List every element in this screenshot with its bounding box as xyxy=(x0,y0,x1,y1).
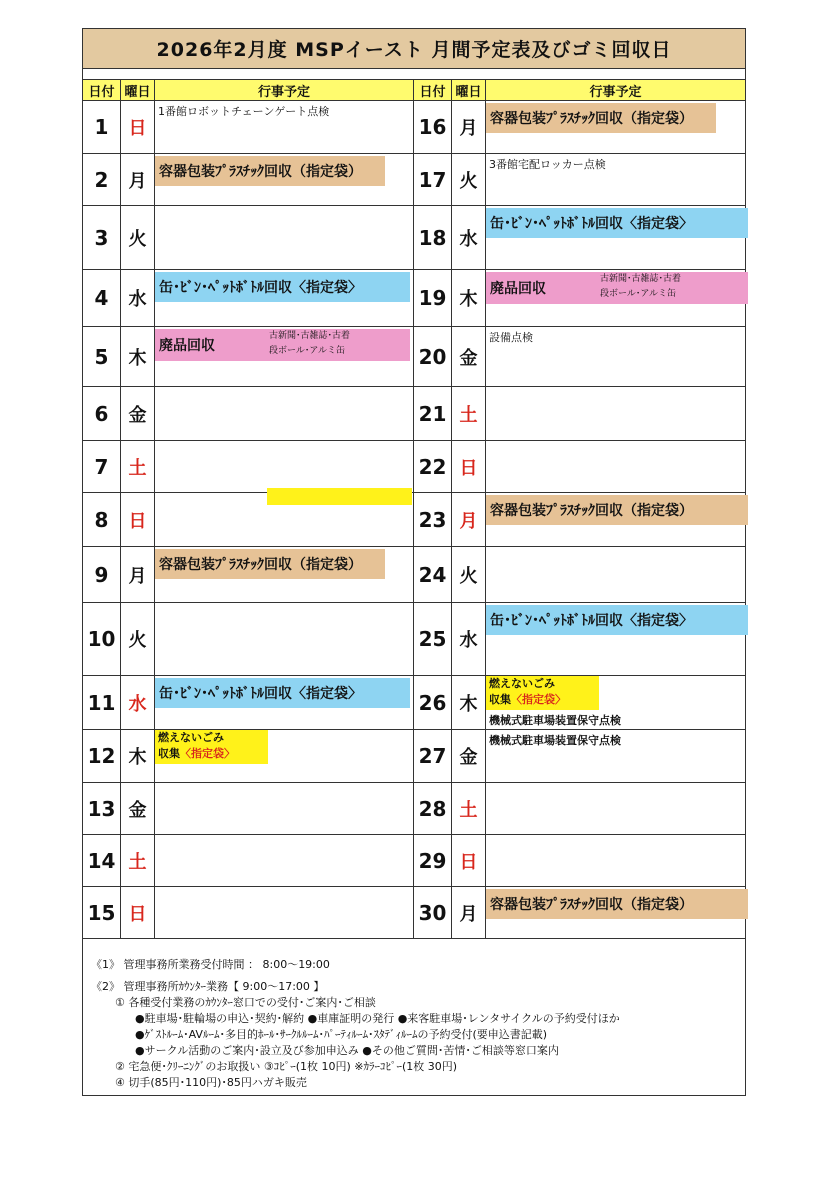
header-dow: 曜日 xyxy=(121,80,155,100)
day-number: 4 xyxy=(83,270,121,326)
day-of-week: 金 xyxy=(452,327,486,386)
event-plastic: 容器包装ﾌﾟﾗｽﾁｯｸ回収（指定袋） xyxy=(486,495,748,525)
day-row xyxy=(83,547,414,603)
day-number: 20 xyxy=(414,327,452,386)
day-of-week: 水 xyxy=(452,603,486,675)
event-cell xyxy=(486,730,745,782)
event-cell xyxy=(155,547,414,602)
day-number: 27 xyxy=(414,730,452,782)
day-number: 17 xyxy=(414,154,452,205)
nonburn-label: 燃えないごみ xyxy=(158,731,224,744)
left-table xyxy=(83,79,414,939)
event-text: 設備点検 xyxy=(489,331,533,344)
event-cell xyxy=(486,206,745,269)
day-of-week: 土 xyxy=(121,441,155,492)
event-cell xyxy=(486,603,745,675)
event-cans: 缶･ﾋﾞﾝ･ﾍﾟｯﾄﾎﾞﾄﾙ回収〈指定袋〉 xyxy=(486,605,748,635)
event-text: 3番館宅配ロッカー点検 xyxy=(489,158,606,171)
day-number: 21 xyxy=(414,387,452,440)
event-cell xyxy=(155,101,414,153)
nonburn-collection: 収集〈指定袋〉 xyxy=(158,747,235,760)
note-item-4: ④ 切手(85円･110円)･85円ハガキ販売 xyxy=(115,1076,307,1089)
header-dow: 曜日 xyxy=(452,80,486,100)
day-number: 16 xyxy=(414,101,452,153)
page-title: 2026年2月度 MSPイースト 月間予定表及びゴミ回収日 xyxy=(83,29,745,69)
event-cell xyxy=(486,676,745,729)
event-plastic: 容器包装ﾌﾟﾗｽﾁｯｸ回収（指定袋） xyxy=(486,103,716,133)
table-header xyxy=(414,79,745,101)
day-row xyxy=(83,206,414,270)
waste-detail-1: 古新聞･古雑誌･古着 xyxy=(269,331,351,341)
event-cell xyxy=(155,493,414,546)
waste-detail-2: 段ボール･アルミ缶 xyxy=(269,346,345,356)
day-of-week: 日 xyxy=(121,493,155,546)
day-number: 3 xyxy=(83,206,121,269)
event-cell xyxy=(486,835,745,886)
day-number: 26 xyxy=(414,676,452,729)
day-row xyxy=(83,835,414,887)
event-cans: 缶･ﾋﾞﾝ･ﾍﾟｯﾄﾎﾞﾄﾙ回収〈指定袋〉 xyxy=(155,272,410,302)
day-row xyxy=(83,327,414,387)
day-number: 6 xyxy=(83,387,121,440)
day-row xyxy=(414,493,745,547)
day-of-week: 日 xyxy=(452,441,486,492)
note-counter: 《2》 管理事務所ｶｳﾝﾀｰ業務【 9:00～17:00 】 xyxy=(91,980,325,993)
day-row xyxy=(83,387,414,441)
day-row xyxy=(414,101,745,154)
day-row xyxy=(83,603,414,676)
day-row xyxy=(83,101,414,154)
waste-detail-1: 古新聞･古雑誌･古着 xyxy=(600,274,682,284)
event-cell xyxy=(155,206,414,269)
event-waste xyxy=(486,272,748,304)
event-cell xyxy=(155,676,414,729)
note-bullet-3: ●サークル活動のご案内･設立及び参加申込み ●その他ご質問･苦情･ご相談等窓口案内 xyxy=(135,1044,559,1057)
note-bullet-1: ●駐車場･駐輪場の申込･契約･解約 ●車庫証明の発行 ●来客駐車場･レンタサイクルの予約受付ほか xyxy=(135,1012,620,1025)
header-event: 行事予定 xyxy=(589,84,642,100)
event-cell xyxy=(155,270,414,326)
day-number: 19 xyxy=(414,270,452,326)
day-of-week: 日 xyxy=(452,835,486,886)
day-number: 11 xyxy=(83,676,121,729)
day-number: 28 xyxy=(414,783,452,834)
event-cell xyxy=(155,730,414,782)
event-cell xyxy=(155,387,414,440)
event-cell xyxy=(486,154,745,205)
day-row xyxy=(83,676,414,730)
day-number: 2 xyxy=(83,154,121,205)
event-cans: 缶･ﾋﾞﾝ･ﾍﾟｯﾄﾎﾞﾄﾙ回収〈指定袋〉 xyxy=(486,208,748,238)
day-row xyxy=(83,493,414,547)
day-of-week: 火 xyxy=(121,206,155,269)
table-header xyxy=(83,79,414,101)
event-cans: 缶･ﾋﾞﾝ･ﾍﾟｯﾄﾎﾞﾄﾙ回収〈指定袋〉 xyxy=(155,678,410,708)
event-cell xyxy=(155,835,414,886)
day-of-week: 日 xyxy=(121,887,155,938)
event-plastic: 容器包装ﾌﾟﾗｽﾁｯｸ回収（指定袋） xyxy=(486,889,748,919)
nonburn-collection: 収集〈指定袋〉 xyxy=(489,693,566,706)
day-row xyxy=(414,441,745,493)
event-mech-parking: 機械式駐車場装置保守点検 xyxy=(489,734,621,747)
day-of-week: 日 xyxy=(121,101,155,153)
day-of-week: 木 xyxy=(121,730,155,782)
day-of-week: 月 xyxy=(452,887,486,938)
day-number: 23 xyxy=(414,493,452,546)
nonburn-label: 燃えないごみ xyxy=(489,677,555,690)
event-cell xyxy=(486,270,745,326)
day-row xyxy=(414,783,745,835)
day-row xyxy=(414,270,745,327)
day-number: 25 xyxy=(414,603,452,675)
day-row xyxy=(414,835,745,887)
day-of-week: 木 xyxy=(121,327,155,386)
highlight-mark xyxy=(267,488,412,505)
header-date: 日付 xyxy=(83,80,121,100)
day-of-week: 金 xyxy=(121,387,155,440)
day-number: 12 xyxy=(83,730,121,782)
day-number: 14 xyxy=(83,835,121,886)
event-cell xyxy=(486,441,745,492)
day-of-week: 木 xyxy=(452,676,486,729)
day-of-week: 金 xyxy=(452,730,486,782)
day-number: 15 xyxy=(83,887,121,938)
event-cell xyxy=(155,603,414,675)
day-row xyxy=(83,270,414,327)
event-cell xyxy=(155,441,414,492)
day-of-week: 水 xyxy=(452,206,486,269)
day-number: 29 xyxy=(414,835,452,886)
event-cell xyxy=(155,887,414,938)
event-cell xyxy=(486,387,745,440)
event-cell xyxy=(155,783,414,834)
note-hours: 《1》 管理事務所業務受付時間 ： 8:00～19:00 xyxy=(91,958,330,971)
event-nonburnable xyxy=(486,676,599,710)
day-row xyxy=(83,441,414,493)
schedule-sheet xyxy=(82,28,746,1096)
day-of-week: 火 xyxy=(121,603,155,675)
event-mech-parking: 機械式駐車場装置保守点検 xyxy=(489,714,621,727)
day-row xyxy=(83,783,414,835)
day-row xyxy=(83,154,414,206)
day-of-week: 金 xyxy=(121,783,155,834)
day-number: 9 xyxy=(83,547,121,602)
event-cell xyxy=(155,154,414,205)
day-number: 1 xyxy=(83,101,121,153)
day-of-week: 月 xyxy=(121,547,155,602)
waste-label: 廃品回収 xyxy=(490,281,546,297)
event-cell xyxy=(486,887,745,938)
waste-detail xyxy=(600,272,681,302)
day-of-week: 土 xyxy=(452,387,486,440)
day-row xyxy=(414,887,745,939)
day-of-week: 土 xyxy=(452,783,486,834)
notes xyxy=(91,957,741,1091)
day-row xyxy=(414,154,745,206)
waste-label: 廃品回収 xyxy=(159,338,215,354)
waste-detail xyxy=(269,329,350,359)
event-text: 1番館ロボットチェーンゲート点検 xyxy=(158,105,330,118)
day-row xyxy=(83,730,414,783)
day-row xyxy=(414,387,745,441)
event-waste xyxy=(155,329,410,361)
day-row xyxy=(414,327,745,387)
day-row xyxy=(414,676,745,730)
day-number: 8 xyxy=(83,493,121,546)
day-of-week: 月 xyxy=(452,101,486,153)
event-cell xyxy=(486,547,745,602)
day-row xyxy=(414,547,745,603)
day-number: 30 xyxy=(414,887,452,938)
note-item-1: ① 各種受付業務のｶｳﾝﾀｰ窓口での受付･ご案内･ご相談 xyxy=(115,996,376,1009)
day-of-week: 月 xyxy=(121,154,155,205)
waste-detail-2: 段ボール･アルミ缶 xyxy=(600,289,676,299)
day-number: 7 xyxy=(83,441,121,492)
day-of-week: 月 xyxy=(452,493,486,546)
event-plastic: 容器包装ﾌﾟﾗｽﾁｯｸ回収（指定袋） xyxy=(155,549,385,579)
note-item-2: ② 宅急便･ｸﾘｰﾆﾝｸﾞのお取扱い ③ｺﾋﾟｰ(1枚 10円) ※ｶﾗｰｺﾋﾟｰ(1枚 30円) xyxy=(115,1060,458,1073)
event-cell xyxy=(486,783,745,834)
day-number: 24 xyxy=(414,547,452,602)
day-number: 10 xyxy=(83,603,121,675)
day-of-week: 水 xyxy=(121,676,155,729)
event-cell xyxy=(486,493,745,546)
event-nonburnable xyxy=(155,730,268,764)
note-bullet-2: ●ｹﾞｽﾄﾙｰﾑ･AVﾙｰﾑ･多目的ﾎｰﾙ･ｻｰｸﾙﾙｰﾑ･ﾊﾟｰﾃｨﾙｰﾑ･ｽﾀﾃﾞｨﾙｰﾑの予約受付(要申込書記載) xyxy=(135,1028,548,1041)
day-row xyxy=(414,603,745,676)
day-number: 22 xyxy=(414,441,452,492)
event-cell xyxy=(486,101,745,153)
header-date: 日付 xyxy=(414,80,452,100)
day-of-week: 水 xyxy=(121,270,155,326)
right-table xyxy=(414,79,745,939)
day-row xyxy=(414,730,745,783)
day-number: 13 xyxy=(83,783,121,834)
event-cell xyxy=(155,327,414,386)
header-event: 行事予定 xyxy=(155,80,414,100)
day-number: 18 xyxy=(414,206,452,269)
day-row xyxy=(414,206,745,270)
event-plastic: 容器包装ﾌﾟﾗｽﾁｯｸ回収（指定袋） xyxy=(155,156,385,186)
day-of-week: 火 xyxy=(452,547,486,602)
day-of-week: 火 xyxy=(452,154,486,205)
day-number: 5 xyxy=(83,327,121,386)
day-row xyxy=(83,887,414,939)
day-of-week: 木 xyxy=(452,270,486,326)
day-of-week: 土 xyxy=(121,835,155,886)
event-cell xyxy=(486,327,745,386)
